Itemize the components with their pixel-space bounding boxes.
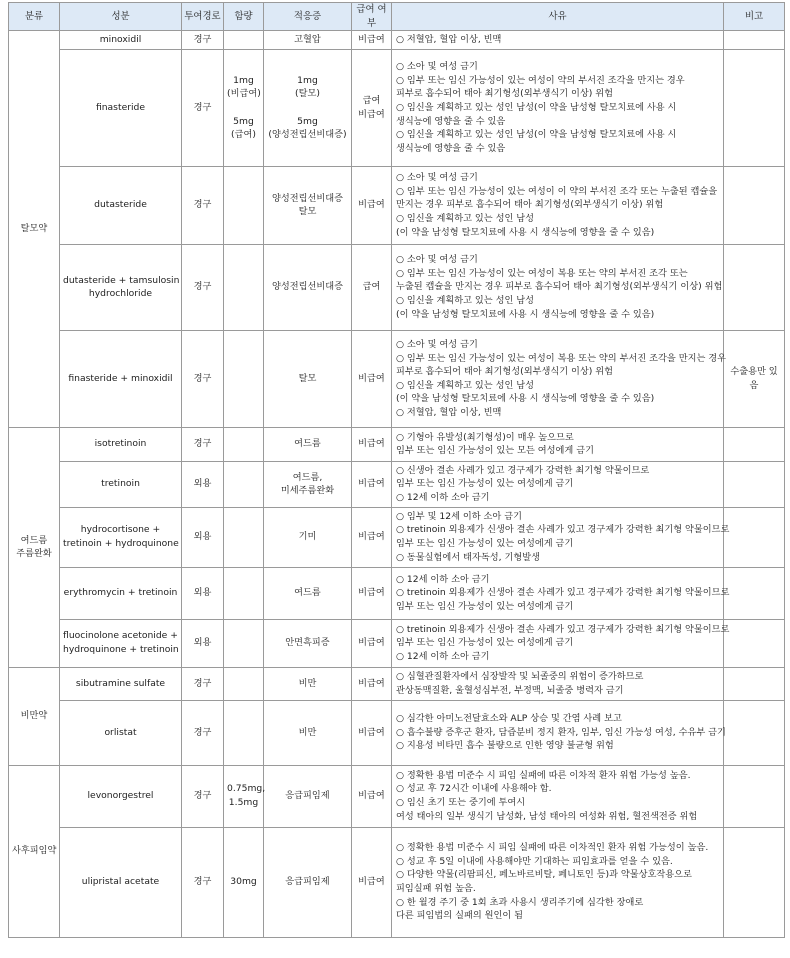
reason-cell <box>392 461 724 507</box>
dose-cell-line: 30mg <box>230 876 257 888</box>
reason-cell-line: 임부 또는 임신 가능성이 있는 모든 여성에게 금기 <box>396 445 594 457</box>
route-cell: 경구 <box>182 667 224 700</box>
ingredient-cell <box>60 700 182 765</box>
table-row <box>9 667 785 700</box>
reason-cell <box>392 244 724 330</box>
reason-cell <box>392 765 724 827</box>
dose-cell <box>224 461 264 507</box>
dose-cell <box>224 619 264 667</box>
reason-cell-line: ○ 지용성 비타민 흡수 불량으로 인한 영양 불균형 위험 <box>396 740 614 752</box>
coverage-cell-line: 비급여 <box>358 790 385 802</box>
coverage-cell <box>352 427 392 461</box>
category-label: 사후피임약 <box>12 845 57 857</box>
reason-cell-line: ○ 신생아 결손 사례가 있고 경구제가 강력한 최기형 약물이므로 <box>396 464 650 476</box>
ingredient-cell <box>60 827 182 937</box>
indication-cell-line <box>267 101 348 115</box>
ingredient-cell-line: minoxidil <box>99 34 142 46</box>
ingredient-cell-line: isotretinoin <box>94 438 147 450</box>
note-cell <box>724 827 785 937</box>
coverage-cell-line: 비급여 <box>358 372 385 384</box>
ingredient-cell <box>60 31 182 50</box>
route-cell: 경구 <box>182 31 224 50</box>
route-cell: 경구 <box>182 166 224 244</box>
table-row <box>9 567 785 619</box>
reason-cell <box>392 330 724 427</box>
ingredient-cell <box>60 166 182 244</box>
indication-cell <box>264 31 352 50</box>
note-cell <box>724 244 785 330</box>
header-route: 투여경로 <box>182 3 224 31</box>
reason-cell-line: 여성 태아의 일부 생식기 남성화, 남성 태아의 여성화 위험, 혈전색전증 위험 <box>396 810 698 822</box>
reason-cell-line: (이 약을 남성형 탈모치료에 사용 시 생식능에 영향을 줄 수 있음) <box>396 226 655 238</box>
ingredient-cell <box>60 427 182 461</box>
reason-cell-line: 만지는 경우 피부로 흡수되어 태아 최기형성(외부생식기 이상) 위험 <box>396 199 664 211</box>
coverage-cell <box>352 461 392 507</box>
dose-cell <box>224 765 264 827</box>
reason-cell-line: 피임실패 위험 높음. <box>396 883 476 895</box>
category-cell <box>9 667 60 765</box>
table-row <box>9 427 785 461</box>
dose-cell <box>224 427 264 461</box>
reason-cell-line: ○ 소아 및 여성 금기 <box>396 61 478 73</box>
dose-cell <box>224 507 264 567</box>
reason-cell-line: ○ tretinoin 외용제가 신생아 결손 사례가 있고 경구제가 강력한 최기형 약물이므로 <box>396 623 730 635</box>
table-row <box>9 166 785 244</box>
ingredient-cell-line: hydrochloride <box>88 288 153 300</box>
indication-cell-line: 고혈압 <box>294 34 321 46</box>
indication-cell <box>264 827 352 937</box>
note-cell <box>724 507 785 567</box>
reason-cell-line: ○ 심혈관질환자에서 심장발작 및 뇌졸중의 위험이 증가하므로 <box>396 670 644 682</box>
indication-cell <box>264 619 352 667</box>
coverage-cell <box>352 765 392 827</box>
coverage-cell <box>352 700 392 765</box>
reason-cell-line: ○ 임부 또는 임신 가능성이 있는 여성이 복용 또는 약의 부서진 조각 또는 <box>396 267 688 279</box>
reason-cell-line: 임부 또는 임신 가능성이 있는 여성에게 금기 <box>396 637 574 649</box>
note-cell <box>724 619 785 667</box>
reason-cell-line: 임부 또는 임신 가능성이 있는 여성에게 금기 <box>396 478 574 490</box>
dose-cell-line: (급여) <box>231 129 256 141</box>
reason-cell <box>392 700 724 765</box>
indication-cell <box>264 461 352 507</box>
table-row <box>9 619 785 667</box>
table-row <box>9 49 785 166</box>
note-cell <box>724 166 785 244</box>
reason-cell-line: ○ 임신 초기 또는 중기에 투여시 <box>396 797 526 809</box>
coverage-cell <box>352 619 392 667</box>
ingredient-cell <box>60 244 182 330</box>
ingredient-cell-line: orlistat <box>104 726 137 738</box>
table-row <box>9 244 785 330</box>
indication-cell-line: 응급피임제 <box>285 790 330 802</box>
reason-cell-line: ○ 기형아 유발성(최기형성)이 매우 높으므로 <box>396 431 574 443</box>
note-cell <box>724 461 785 507</box>
route-cell: 외용 <box>182 461 224 507</box>
coverage-cell-line: 급여 <box>362 95 381 107</box>
reason-cell-line: ○ 임부 또는 임신 가능성이 있는 여성이 이 약의 부서진 조각 또는 누출된 캡슐을 <box>396 185 718 197</box>
indication-cell-line: 비만 <box>298 677 317 689</box>
reason-cell-line: ○ 성교 후 5일 이내에 사용해야만 기대하는 피임효과를 얻을 수 있음. <box>396 855 673 867</box>
reason-cell-line: 임부 또는 임신 가능성이 있는 여성에게 금기 <box>396 538 574 550</box>
indication-cell-line: 여드름, <box>292 471 323 483</box>
reason-cell-line: ○ 저혈압, 혈압 이상, 빈맥 <box>396 406 502 418</box>
indication-cell-line: 여드름 <box>294 587 321 599</box>
reason-cell-line: ○ 12세 이하 소아 금기 <box>396 573 490 585</box>
header-reason: 사유 <box>392 3 724 31</box>
ingredient-cell-line: sibutramine sulfate <box>75 677 166 689</box>
note-cell <box>724 567 785 619</box>
dose-cell-line: 1.5mg <box>228 797 259 809</box>
ingredient-cell <box>60 765 182 827</box>
reason-cell <box>392 619 730 667</box>
dose-cell-line: (비급여) <box>227 88 261 100</box>
dose-cell <box>224 567 264 619</box>
reason-cell-line: (이 약을 남성형 탈모치료에 사용 시 생식능에 영향을 줄 수 있음) <box>396 308 655 320</box>
route-cell: 경구 <box>182 827 224 937</box>
ingredient-cell-line: dutasteride <box>94 199 147 211</box>
reason-cell-line: ○ 12세 이하 소아 금기 <box>396 650 490 662</box>
header-ingredient: 성분 <box>60 3 182 31</box>
ingredient-cell-line: finasteride <box>95 101 146 113</box>
reason-cell <box>392 427 724 461</box>
ingredient-cell <box>60 49 182 166</box>
header-indication: 적응증 <box>264 3 352 31</box>
coverage-cell-line: 비급여 <box>358 876 385 888</box>
route-cell: 경구 <box>182 49 224 166</box>
reason-cell-line: ○ 성교 후 72시간 이내에 사용해야 함. <box>396 783 552 795</box>
indication-cell <box>264 507 352 567</box>
ingredient-cell <box>60 507 182 567</box>
coverage-cell-line: 비급여 <box>358 677 385 689</box>
reason-cell-line: ○ 소아 및 여성 금기 <box>396 172 478 184</box>
reason-cell-line: 피부로 흡수되어 태아 최기형성(외부생식기 이상) 위험 <box>396 88 614 100</box>
coverage-cell-line: 비급여 <box>358 108 385 120</box>
header-dose: 함량 <box>224 3 264 31</box>
reason-cell-line: ○ 한 월경 주기 중 1회 초과 사용시 생리주기에 심각한 장애로 <box>396 896 644 908</box>
reason-cell-line: 관상동맥질환, 울혈성심부전, 부정맥, 뇌졸중 병력자 금기 <box>396 684 624 696</box>
indication-cell-line: 여드름 <box>294 438 321 450</box>
indication-cell <box>264 667 352 700</box>
indication-cell <box>264 765 352 827</box>
reason-cell-line: 생식능에 영향을 줄 수 있음 <box>396 142 506 154</box>
reason-cell <box>392 567 730 619</box>
header-row <box>9 3 785 31</box>
reason-cell <box>392 827 724 937</box>
ingredient-cell-line: finasteride + minoxidil <box>68 372 173 384</box>
ingredient-cell-line: erythromycin + tretinoin <box>63 587 178 599</box>
coverage-cell-line: 비급여 <box>358 531 385 543</box>
reason-cell-line: ○ 소아 및 여성 금기 <box>396 254 478 266</box>
category-label: 주름완화 <box>16 548 52 560</box>
note-cell: 수출용만 있음 <box>724 330 785 427</box>
dose-cell <box>224 827 264 937</box>
indication-cell-line: 기미 <box>298 531 317 543</box>
indication-cell-line: (양성전립선비대증) <box>268 129 347 141</box>
note-cell <box>724 700 785 765</box>
reason-cell-line: ○ 저혈압, 혈압 이상, 빈맥 <box>396 34 502 46</box>
ingredient-cell-line: tretinoin <box>101 478 140 490</box>
indication-cell-line: 안면흑피증 <box>285 637 330 649</box>
dose-cell <box>224 330 264 427</box>
reason-cell <box>392 31 724 50</box>
indication-cell-line: 5mg <box>297 115 318 127</box>
reason-cell-line: ○ 정확한 용법 미준수 시 피임 실패에 따른 이차적인 환자 위험 가능성이 높음. <box>396 842 709 854</box>
header-note: 비고 <box>724 3 785 31</box>
reason-cell-line: 피부로 흡수되어 태아 최기형성(외부생식기 이상) 위험 <box>396 366 614 378</box>
reason-cell-line: ○ 12세 이하 소아 금기 <box>396 491 490 503</box>
dose-cell-line: 1mg <box>233 74 254 86</box>
route-cell: 외용 <box>182 567 224 619</box>
note-cell <box>724 667 785 700</box>
coverage-cell-line: 비급여 <box>358 199 385 211</box>
reason-cell <box>392 507 730 567</box>
route-cell: 외용 <box>182 619 224 667</box>
coverage-cell-line: 급여 <box>362 281 381 293</box>
table-row <box>9 31 785 50</box>
ingredient-cell <box>60 461 182 507</box>
indication-cell <box>264 330 352 427</box>
indication-cell-line: 양성전립선비대증 <box>271 192 343 204</box>
ingredient-cell <box>60 667 182 700</box>
reason-cell-line: ○ 임신을 계획하고 있는 성인 남성(이 약을 남성형 탈모치료에 사용 시 <box>396 101 677 113</box>
reason-cell-line: ○ 소아 및 여성 금기 <box>396 339 478 350</box>
reason-cell-line: 임부 또는 임신 가능성이 있는 여성에게 금기 <box>396 600 574 612</box>
route-cell: 경구 <box>182 330 224 427</box>
indication-cell <box>264 567 352 619</box>
coverage-cell-line: 비급여 <box>358 478 385 490</box>
table-body <box>9 31 785 937</box>
reason-cell-line: ○ 임신을 계획하고 있는 성인 남성 <box>396 379 534 391</box>
indication-cell-line: 1mg <box>297 74 318 86</box>
coverage-cell <box>352 31 392 50</box>
note-cell <box>724 765 785 827</box>
category-label: 여드름 <box>20 534 48 546</box>
category-label: 비만약 <box>20 710 48 722</box>
reason-cell <box>392 667 724 700</box>
reason-cell-line: ○ 임부 및 12세 이하 소아 금기 <box>396 510 522 522</box>
dose-cell <box>224 244 264 330</box>
ingredient-cell-line: hydrocortisone + <box>80 524 161 536</box>
category-label: 탈모약 <box>20 223 48 235</box>
dose-cell <box>224 49 264 166</box>
reason-cell-line: 다른 피임법의 실패의 원인이 됨 <box>396 910 524 922</box>
dose-cell-line: 5mg <box>233 115 254 127</box>
reason-cell-line: ○ 다양한 약물(리팜피신, 페노바르비탈, 페니토인 등)과 약물상호작용으로 <box>396 869 692 881</box>
reason-cell <box>392 49 724 166</box>
ingredient-cell <box>60 567 182 619</box>
ingredient-cell-line: tretinoin + hydroquinone <box>63 538 179 550</box>
reason-cell-line: ○ 임신을 계획하고 있는 성인 남성 <box>396 213 534 225</box>
coverage-cell-line: 비급여 <box>358 637 385 649</box>
ingredient-cell <box>60 619 182 667</box>
note-cell <box>724 427 785 461</box>
reason-cell-line: 누출된 캡슐을 만지는 경우 피부로 흡수되어 태아 최기형성(외부생식기 이상) 위험 <box>396 281 723 293</box>
reason-cell-line: ○ 심각한 아미노전달효소와 ALP 상승 및 간염 사례 보고 <box>396 713 622 725</box>
route-cell: 경구 <box>182 765 224 827</box>
reason-cell-line: ○ 흡수불량 증후군 환자, 담즙분비 정지 환자, 임부, 임신 가능성 여성, 수유부 금기 <box>396 726 726 738</box>
category-cell <box>9 427 60 667</box>
coverage-cell <box>352 166 392 244</box>
indication-cell <box>264 244 352 330</box>
coverage-cell <box>352 667 392 700</box>
header-category: 분류 <box>9 3 60 31</box>
dose-cell <box>224 700 264 765</box>
table-row <box>9 700 785 765</box>
note-cell <box>724 49 785 166</box>
ingredient-cell-line: ulipristal acetate <box>81 876 160 888</box>
ingredient-cell <box>60 330 182 427</box>
coverage-cell <box>352 330 392 427</box>
route-cell: 경구 <box>182 700 224 765</box>
indication-cell <box>264 166 352 244</box>
indication-cell-line: 탈모 <box>298 206 317 218</box>
indication-cell-line: 탈모 <box>298 372 317 384</box>
dose-cell <box>224 166 264 244</box>
coverage-cell <box>352 49 392 166</box>
indication-cell <box>264 700 352 765</box>
dose-cell-line <box>227 101 260 115</box>
category-cell <box>9 765 60 937</box>
table-row <box>9 507 785 567</box>
dose-cell-line: 0.75mg, <box>227 783 266 795</box>
note-cell <box>724 31 785 50</box>
route-cell: 외용 <box>182 507 224 567</box>
reason-cell-line: ○ tretinoin 외용제가 신생아 결손 사례가 있고 경구제가 강력한 최기형 약물이므로 <box>396 587 730 599</box>
coverage-cell-line: 비급여 <box>358 587 385 599</box>
reason-cell <box>392 166 724 244</box>
reason-cell-line: 생식능에 영향을 줄 수 있음 <box>396 115 506 127</box>
coverage-cell <box>352 567 392 619</box>
reason-cell-line: ○ 임부 또는 임신 가능성이 있는 여성이 약의 부서진 조각을 만지는 경우 <box>396 74 685 86</box>
indication-cell <box>264 49 352 166</box>
indication-cell-line: 비만 <box>298 726 317 738</box>
drug-table <box>8 2 785 938</box>
header-coverage: 급여 여부 <box>352 3 392 31</box>
ingredient-cell-line: dutasteride + tamsulosin <box>63 274 180 286</box>
indication-cell-line: 응급피임제 <box>285 876 330 888</box>
reason-cell-line: ○ 임부 또는 임신 가능성이 있는 여성이 복용 또는 약의 부서진 조각을 만지는 경우 <box>396 352 726 364</box>
ingredient-cell-line: levonorgestrel <box>87 790 154 802</box>
coverage-cell-line: 비급여 <box>358 438 385 450</box>
indication-cell-line: 미세주름완화 <box>280 485 335 497</box>
indication-cell-line: 양성전립선비대증 <box>271 281 343 293</box>
table-row <box>9 330 785 427</box>
table-row <box>9 827 785 937</box>
ingredient-cell-line: hydroquinone + tretinoin <box>63 644 179 656</box>
ingredient-cell-line: fluocinolone acetonide + <box>63 630 178 642</box>
indication-cell-line: (탈모) <box>295 88 320 100</box>
reason-cell-line: ○ 동물실험에서 태자독성, 기형발생 <box>396 551 540 563</box>
dose-cell <box>224 667 264 700</box>
reason-cell-line: (이 약을 남성형 탈모치료에 사용 시 생식능에 영향을 줄 수 있음) <box>396 393 655 405</box>
dose-cell <box>224 31 264 50</box>
indication-cell <box>264 427 352 461</box>
reason-cell-line: ○ tretinoin 외용제가 신생아 결손 사례가 있고 경구제가 강력한 최기형 약물이므로 <box>396 524 730 536</box>
category-cell <box>9 31 60 428</box>
coverage-cell <box>352 244 392 330</box>
coverage-cell-line: 비급여 <box>358 34 385 46</box>
coverage-cell <box>352 507 392 567</box>
route-cell: 경구 <box>182 427 224 461</box>
reason-cell-line: ○ 정확한 용법 미준수 시 피임 실패에 따른 이차적 환자 위험 가능성 높음. <box>396 769 691 781</box>
coverage-cell <box>352 827 392 937</box>
route-cell: 경구 <box>182 244 224 330</box>
table-row <box>9 765 785 827</box>
table-row <box>9 461 785 507</box>
reason-cell-line: ○ 임신을 계획하고 있는 성인 남성(이 약을 남성형 탈모치료에 사용 시 <box>396 129 677 141</box>
reason-cell-line: ○ 임신을 계획하고 있는 성인 남성 <box>396 295 534 307</box>
coverage-cell-line: 비급여 <box>358 726 385 738</box>
